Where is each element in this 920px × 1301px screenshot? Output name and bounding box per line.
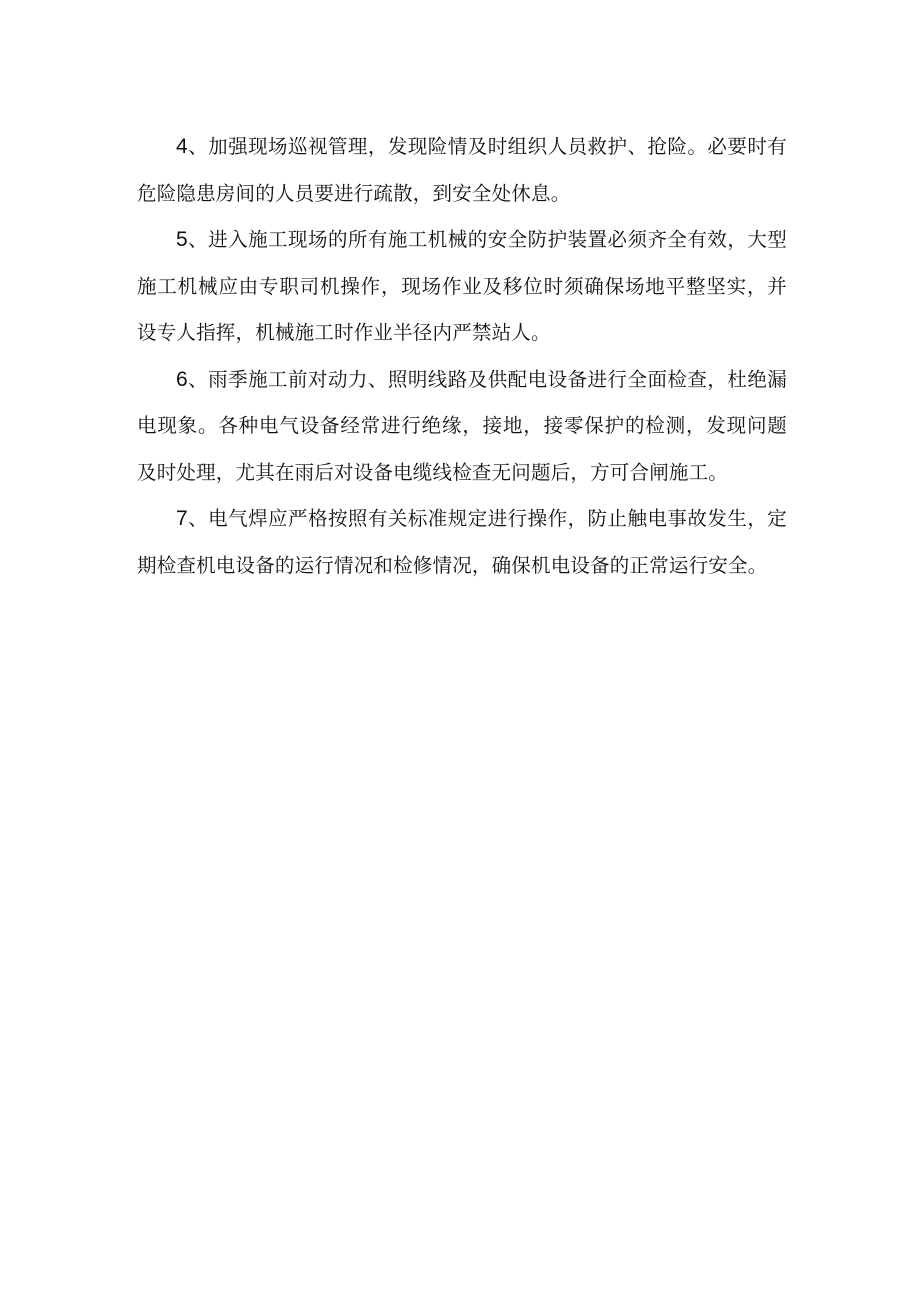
paragraph-item-6 — [137, 357, 787, 497]
paragraph-text: 、加强现场巡视管理，发现险情及时组织人员救护、抢险。必要时有危险隐患房间的人员要进行疏散，到安全处休息。 — [137, 135, 787, 205]
document-body — [137, 124, 787, 589]
paragraph-item-7 — [137, 496, 787, 589]
paragraph-item-4 — [137, 124, 787, 217]
paragraph-number: 6 — [176, 367, 188, 391]
paragraph-text: 、电气焊应严格按照有关标准规定进行操作，防止触电事故发生，定期检查机电设备的运行情况和检修情况，确保机电设备的正常运行安全。 — [137, 507, 787, 577]
paragraph-number: 5 — [176, 228, 188, 251]
paragraph-item-5 — [137, 217, 787, 357]
paragraph-number: 4 — [176, 135, 188, 158]
paragraph-text: 、进入施工现场的所有施工机械的安全防护装置必须齐全有效，大型施工机械应由专职司机操作，现场作业及移位时须确保场地平整坚实，并设专人指挥，机械施工时作业半径内严禁站人。 — [137, 228, 787, 344]
paragraph-text: 、雨季施工前对动力、照明线路及供配电设备进行全面检查，杜绝漏电现象。各种电气设备经常进行绝缘，接地，接零保护的检测，发现问题及时处理，尤其在雨后对设备电缆线检查无问题后，方可合闸施工。 — [137, 367, 787, 484]
paragraph-number: 7 — [176, 507, 188, 530]
